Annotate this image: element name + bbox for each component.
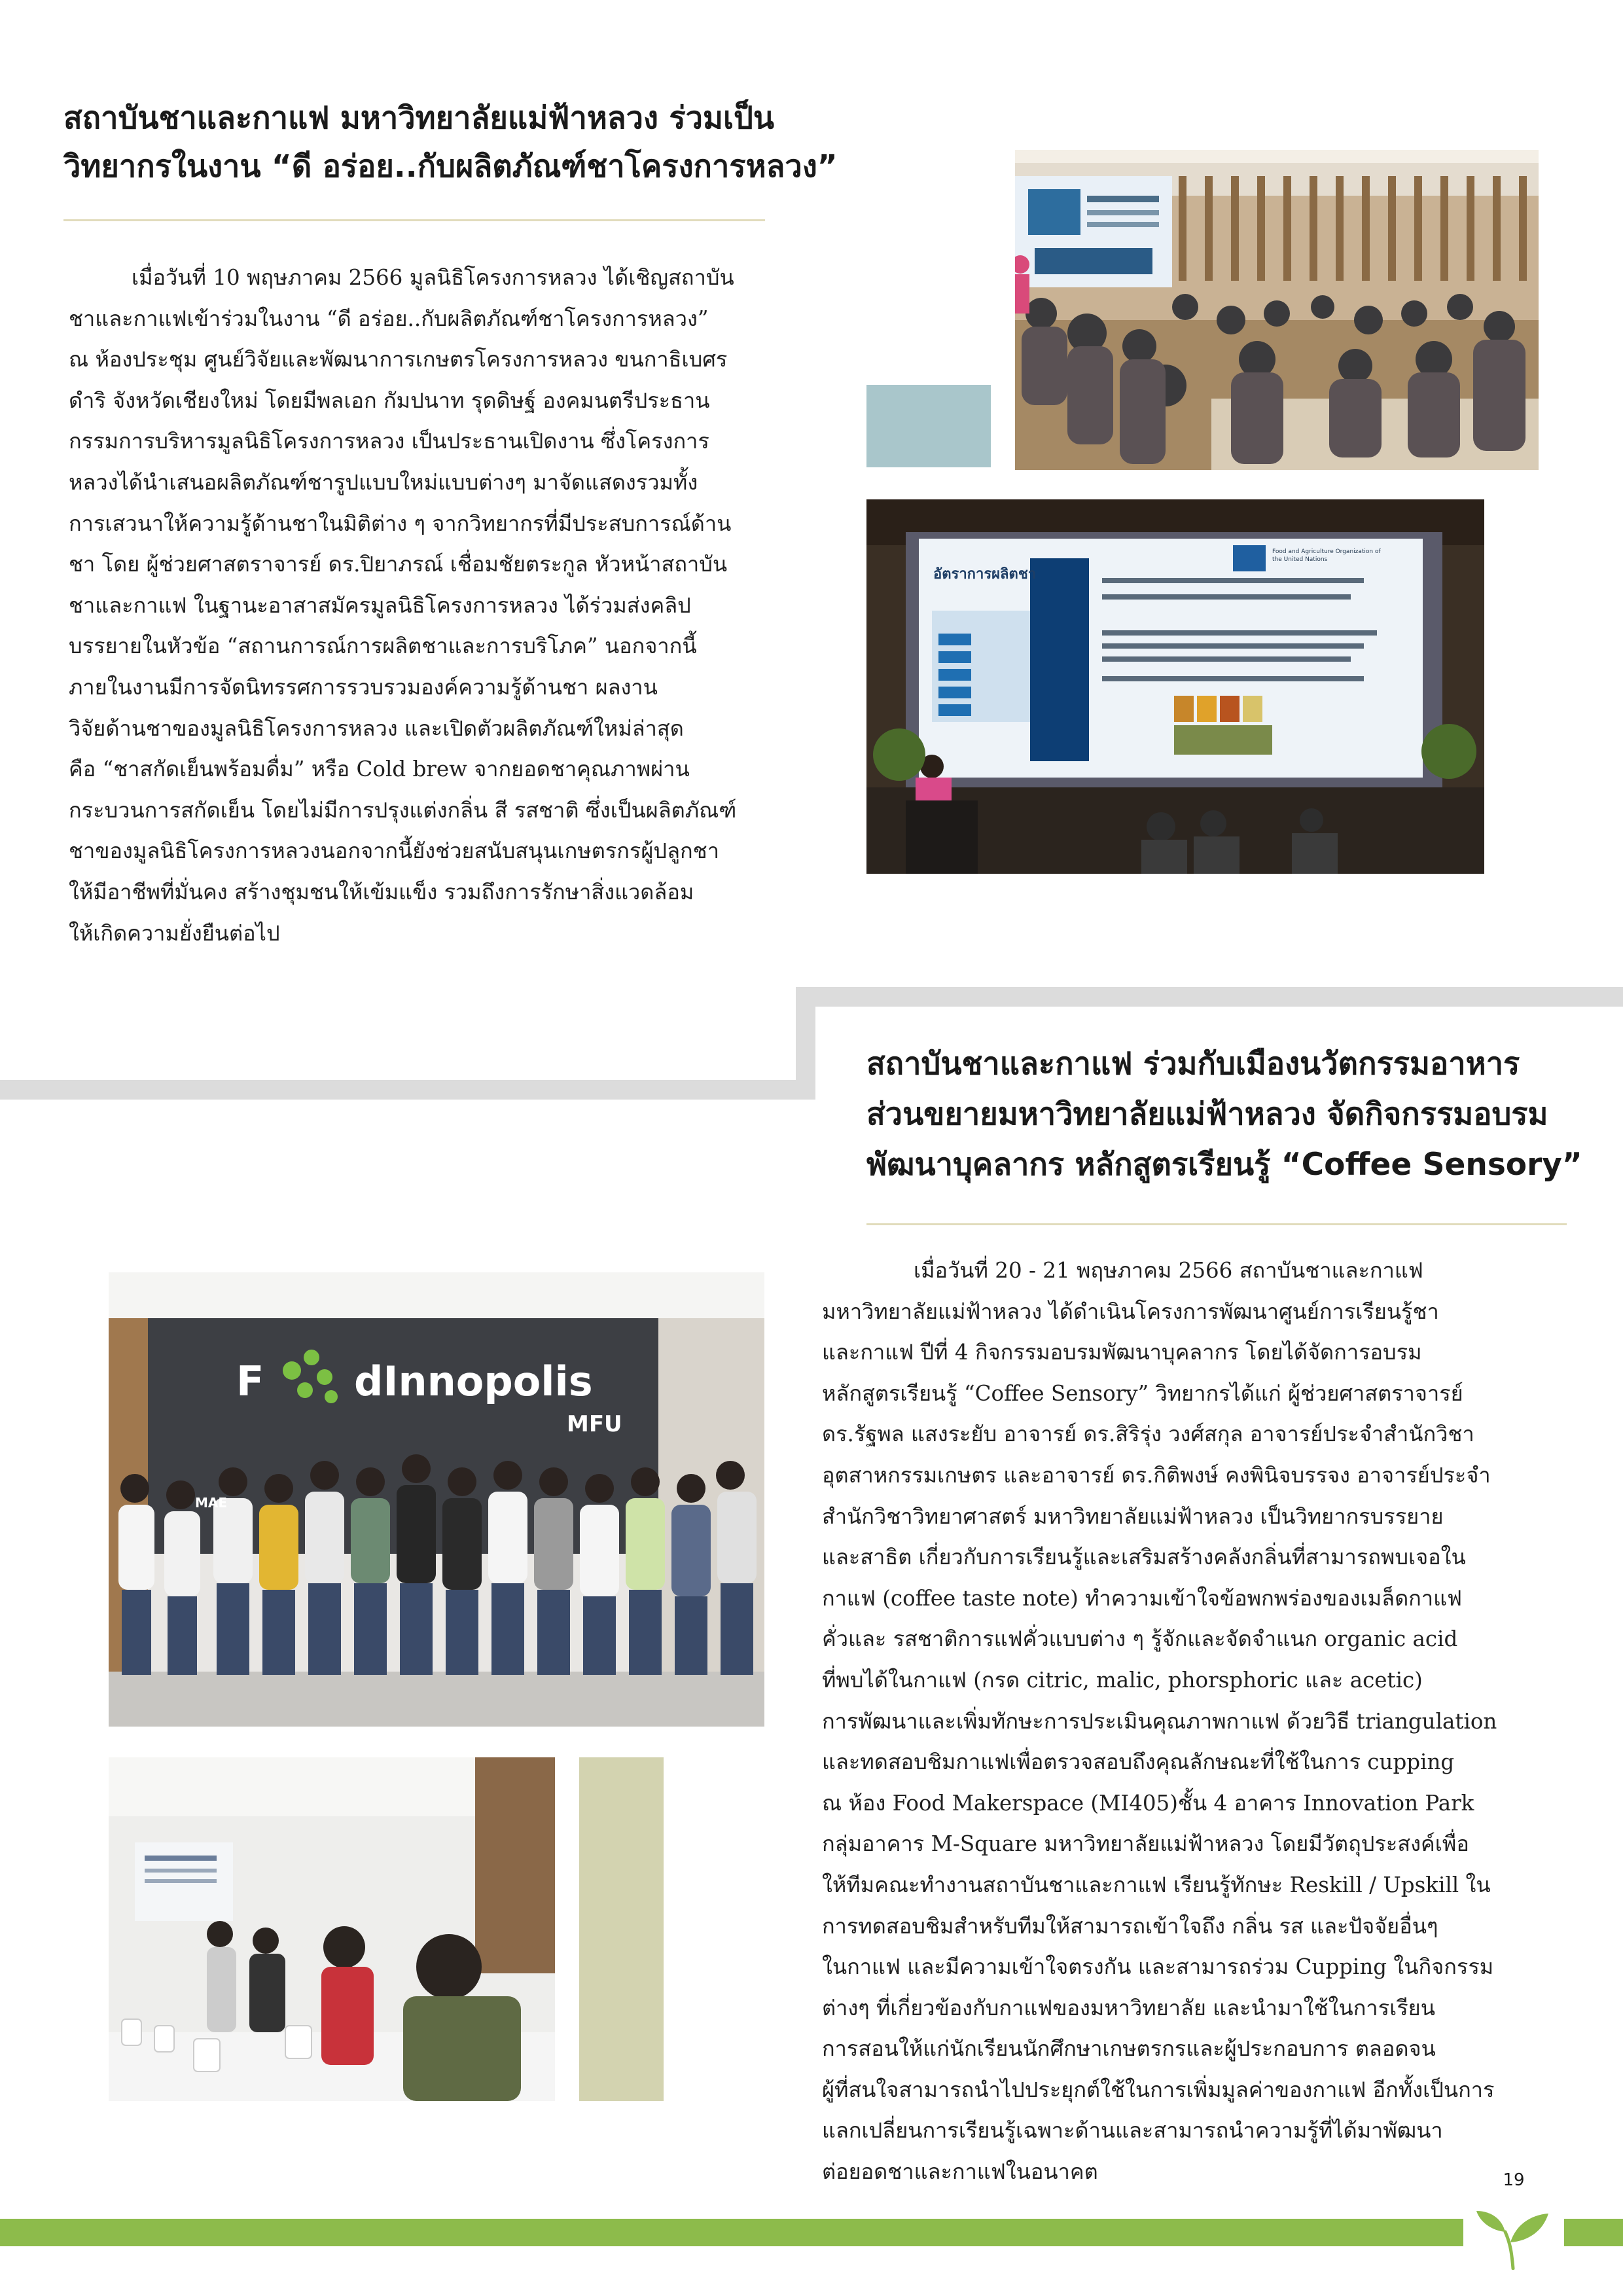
article1-body-line: ชาและกาแฟ ในฐานะอาสาสมัครมูลนิธิโครงการหลวง ได้ร่วมส่งคลิป [69,592,691,618]
article1-body-line: ดำริ จังหวัดเชียงใหม่ โดยมีพลเอก กัมปนาท รุดดิษฐ์ องคมนตรีประธาน [69,387,710,413]
slide-org: Food and Agriculture Organization of the United Nations [1272,548,1381,563]
article2-body-line: มหาวิทยาลัยแม่ฟ้าหลวง ได้ดำเนินโครงการพัฒนาศูนย์การเรียนรู้ชา [822,1299,1439,1324]
footer-green-bar-right [1564,2219,1623,2246]
article1-body-line: กระบวนการสกัดเย็น โดยไม่มีการปรุงแต่งกลิ่น สี รสชาติ ซึ่งเป็นผลิตภัณฑ์ [69,797,737,823]
article1-body-line: ชา โดย ผู้ช่วยศาสตราจารย์ ดร.ปิยาภรณ์ เชื่อมชัยตระกูล หัวหน้าสถาบัน [69,552,728,577]
article1-title [63,94,838,191]
article1-title-rule [63,219,765,221]
article2-body-line: แลกเปลี่ยนการเรียนรู้เฉพาะด้านและสามารถนำความรู้ที่ได้มาพัฒนา [822,2118,1443,2144]
article2-title-line: ส่วนขยายมหาวิทยาลัยแม่ฟ้าหลวง จัดกิจกรรมอบรม [866,1096,1548,1132]
article1-body-line: เมื่อวันที่ 10 พฤษภาคม 2566 มูลนิธิโครงการหลวง ได้เชิญสถาบัน [132,265,734,290]
article2-body-line: ที่พบได้ในกาแฟ (กรด citric, malic, phorsphoric และ acetic) [822,1667,1423,1693]
article1-body-line: คือ “ชาสกัดเย็นพร้อมดื่ม” หรือ Cold brew จากยอดชาคุณภาพผ่าน [69,757,690,782]
article1-body-line: กรรมการบริหารมูลนิธิโครงการหลวง เป็นประธานเปิดงาน ซึ่งโครงการ [69,429,709,454]
article2-body-line: เมื่อวันที่ 20 - 21 พฤษภาคม 2566 สถาบันชาและกาแฟ [914,1258,1423,1283]
article1-title-line: วิทยากรในงาน “ดี อร่อย..กับผลิตภัณฑ์ชาโครงการหลวง” [63,149,838,185]
article2-body-line: การพัฒนาและเพิ่มทักษะการประเมินคุณภาพกาแฟ ด้วยวิธี triangulation [822,1708,1497,1734]
article2-body-line: ณ ห้อง Food Makerspace (MI405)ชั้น 4 อาคาร Innovation Park [822,1790,1474,1816]
food-innopolis-sign-f: F [236,1357,264,1405]
article2-body-line: และทดสอบชิมกาแฟเพื่อตรวจสอบถึงคุณลักษณะที่ใช้ในการ cupping [822,1749,1455,1775]
food-innopolis-sign-mfu: MFU [567,1411,622,1437]
article1-body-line: ณ ห้องประชุม ศูนย์วิจัยและพัฒนาการเกษตรโครงการหลวง ขนกาธิเบศร [69,347,728,372]
food-innopolis-wall-label: MAE [195,1495,228,1511]
article2-body-line: การสอนให้แก่นักเรียนนักศึกษาเกษตรกรและผู้ประกอบการ ตลอดจน [822,2036,1436,2062]
article2-title-line: พัฒนาบุคลากร หลักสูตรเรียนรู้ “Coffee Sensory” [866,1147,1582,1183]
article1-body-line: หลวงได้นำเสนอผลิตภัณฑ์ชารูปแบบใหม่แบบต่างๆ มาจัดแสดงรวมทั้ง [69,469,698,495]
decorative-khaki-box [579,1757,664,2101]
slide-heading: อัตราการผลิตชา [933,566,1037,583]
food-innopolis-group-photo [109,1272,764,1727]
article1-body-line: ชาของมูลนิธิโครงการหลวงนอกจากนี้ยังช่วยสนับสนุนเกษตรกรผู้ปลูกชา [69,838,719,864]
article2-body-line: และกาแฟ ปีที่ 4 กิจกรรมอบรมพัฒนาบุคลากร โดยได้จัดการอบรม [822,1340,1422,1365]
article2-body-line: ในกาแฟ และมีความเข้าใจตรงกัน และสามารถร่วม Cupping ในกิจกรรม [822,1954,1494,1980]
coffee-cupping-photo [109,1757,555,2101]
article2-title [866,1039,1606,1190]
article1-body [69,257,772,954]
page-number: 19 [1503,2170,1525,2190]
article2-body-line: กาแฟ (coffee taste note) ทำความเข้าใจข้อพกพร่องของเมล็ดกาแฟ [822,1585,1463,1611]
article1-body-line: วิจัยด้านชาของมูลนิธิโครงการหลวง และเปิดตัวผลิตภัณฑ์ใหม่ล่าสุด [69,715,684,741]
tea-leaf-icon [1472,2191,1554,2270]
article2-body-line: ให้ทีมคณะทำงานสถาบันชาและกาแฟ เรียนรู้ทักษะ Reskill / Upskill ใน [822,1872,1491,1897]
article2-body-line: อุตสาหกรรมเกษตร และอาจารย์ ดร.กิติพงษ์ คงพินิจบรรจง อาจารย์ประจำ [822,1462,1491,1488]
article2-body-line: สำนักวิชาวิทยาศาสตร์ มหาวิทยาลัยแม่ฟ้าหลวง เป็นวิทยากรบรรยาย [822,1503,1444,1529]
footer-green-bar-left [0,2219,1463,2246]
food-innopolis-sign-name: dInnopolis [354,1357,593,1405]
article2-body-line: และสาธิต เกี่ยวกับการเรียนรู้และเสริมสร้างคลังกลิ่นที่สามารถพบเจอใน [822,1545,1466,1570]
article2-body-line: คั่วและ รสชาติการแฟคั่วแบบต่าง ๆ รู้จักและจัดจำแนก organic acid [822,1626,1458,1652]
article2-body-line: ดร.รัฐพล แสงระยับ อาจารย์ ดร.สิริรุ่ง วงศ์สกุล อาจารย์ประจำสำนักวิชา [822,1422,1474,1447]
article1-body-line: ให้เกิดความยั่งยืนต่อไป [69,920,280,946]
conference-audience-photo [1015,150,1539,470]
article2-title-rule [866,1223,1567,1225]
article2-body-line: กลุ่มอาคาร M-Square มหาวิทยาลัยแม่ฟ้าหลวง โดยมีวัตถุประสงค์เพื่อ [822,1831,1469,1857]
article1-title-line: สถาบันชาและกาแฟ มหาวิทยาลัยแม่ฟ้าหลวง ร่วมเป็น [63,100,774,136]
article2-body [822,1250,1565,2193]
article1-body-line: การเสวนาให้ความรู้ด้านชาในมิติต่าง ๆ จากวิทยากรที่มีประสบการณ์ด้าน [69,511,732,536]
article2-body-line: ผู้ที่สนใจสามารถนำไปประยุกต์ใช้ในการเพิ่มมูลค่าของกาแฟ อีกทั้งเป็นการ [822,2077,1495,2102]
article1-body-line: บรรยายในหัวข้อ “สถานการณ์การผลิตชาและการบริโภค” นอกจากนี้ [69,634,697,659]
article1-body-line: ให้มีอาชีพที่มั่นคง สร้างชุมชนให้เข้มแข็ง รวมถึงการรักษาสิ่งแวดล้อม [69,879,694,905]
article2-body-line: หลักสูตรเรียนรู้ “Coffee Sensory” วิทยากรได้แก่ ผู้ช่วยศาสตราจารย์ [822,1380,1463,1406]
article2-body-line: ต่อยอดชาและกาแฟในอนาคต [822,2159,1098,2185]
presentation-slide-photo [866,499,1484,874]
decorative-blue-box [866,385,991,467]
article2-title-line: สถาบันชาและกาแฟ ร่วมกับเมืองนวัตกรรมอาหาร [866,1046,1520,1082]
article1-body-line: ชาและกาแฟเข้าร่วมในงาน “ดี อร่อย..กับผลิตภัณฑ์ชาโครงการหลวง” [69,306,709,331]
article2-body-line: การทดสอบชิมสำหรับทีมให้สามารถเข้าใจถึง กลิ่น รส และปัจจัยอื่นๆ [822,1913,1438,1939]
article2-body-line: ต่างๆ ที่เกี่ยวข้องกับกาแฟของมหาวิทยาลัย และนำมาใช้ในการเรียน [822,1995,1435,2020]
article1-body-line: ภายในงานมีการจัดนิทรรศการรวบรวมองค์ความรู้ด้านชา ผลงาน [69,674,658,700]
